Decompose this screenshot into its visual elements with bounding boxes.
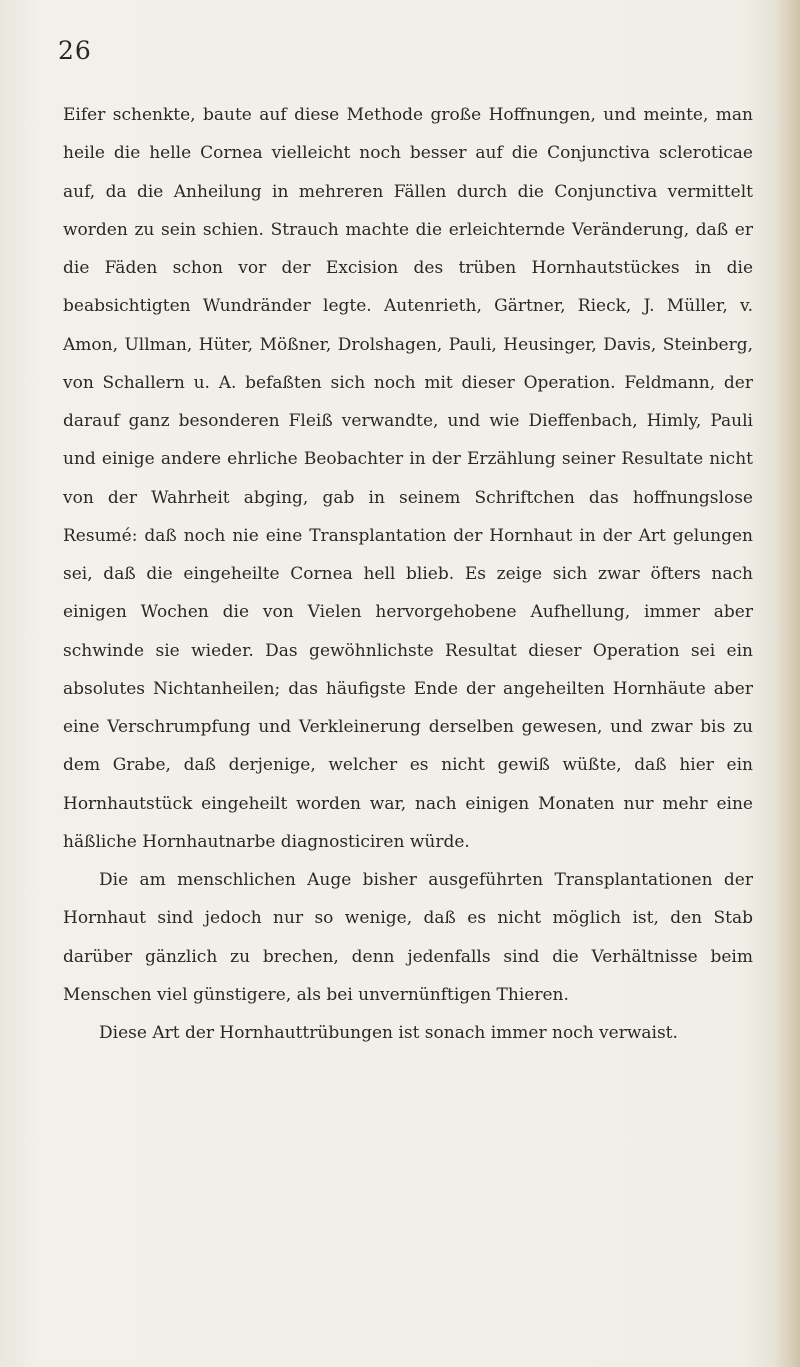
paragraph-1: Eifer schenkte, baute auf diese Methode große Hoffnungen, und meinte, man heile die helle Cornea vielleicht noch besser auf die Conjunctiva scleroticae auf, da die Anheilung in mehreren Fällen durch die Conjunctiva vermittelt worden zu sein schien. Strauch machte die erleichternde Veränderung, daß er die Fäden schon vor der Excision des trüben Hornhautstückes in die beabsichtigten Wundränder legte. Autenrieth, Gärtner, Rieck, J. Müller, v. Amon, Ullman, Hüter, Mößner, Drolshagen, Pauli, Heusinger, Davis, Steinberg, von Schallern u. A. befaßten sich noch mit dieser Operation. Feldmann, der darauf ganz besonderen Fleiß verwandte, und wie Dieffenbach, Himly, Pauli und einige andere ehrliche Beobachter in der Erzählung seiner Resultate nicht von der Wahrheit abging, gab in seinem Schriftchen das hoffnungslose Resumé: daß noch nie eine Transplantation der Hornhaut in der Art gelungen sei, daß die eingeheilte Cornea hell blieb. Es zeige sich zwar öfters nach einigen Wochen die von Vielen hervorgehobene Aufhellung, immer aber schwinde sie wieder. Das gewöhnlichste Resultat dieser Operation sei ein absolutes Nichtanheilen; das häufigste Ende der angeheilten Hornhäute aber eine Verschrumpfung und Verkleinerung derselben gewesen, und zwar bis zu dem Grabe, daß derjenige, welcher es nicht gewiß wüßte, daß hier ein Hornhautstück eingeheilt worden war, nach einigen Monaten nur mehr eine häßliche Hornhautnarbe diagnosticiren würde. <box>63 105 753 852</box>
paragraph-3: Diese Art der Hornhauttrübungen ist sonach immer noch verwaist. <box>99 1023 678 1043</box>
body-text <box>63 96 753 1052</box>
page-number: 26 <box>58 36 92 65</box>
page-edge-shadow <box>774 0 800 1367</box>
paragraph-2: Die am menschlichen Auge bisher ausgeführten Transplantationen der Hornhaut sind jedoch nur so wenige, daß es nicht möglich ist, den Stab darüber gänzlich zu brechen, denn jedenfalls sind die Verhältnisse beim Menschen viel günstigere, als bei unvernünftigen Thieren. <box>63 870 753 1005</box>
